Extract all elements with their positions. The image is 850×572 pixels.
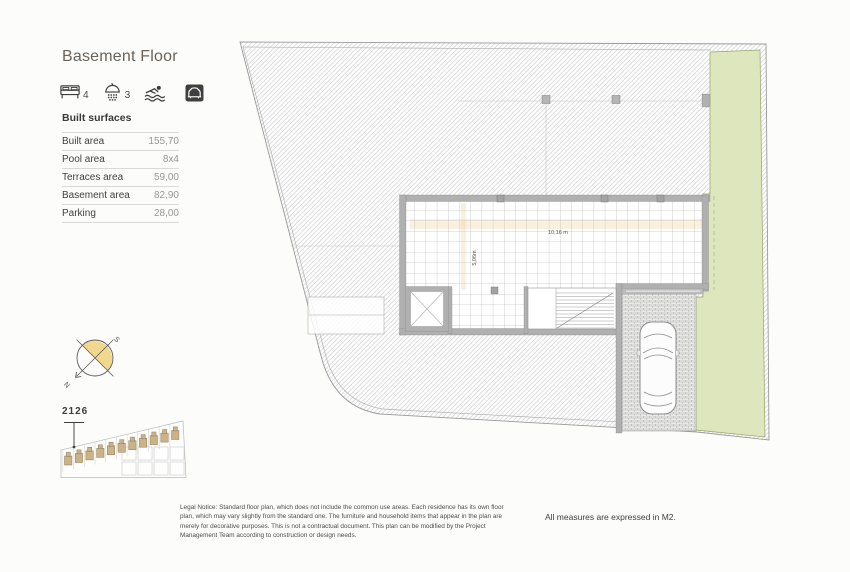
- compass-south-label: S: [112, 335, 121, 345]
- row-label: Basement area: [62, 190, 130, 201]
- exterior-terrace: [308, 297, 384, 334]
- row-label: Pool area: [62, 154, 105, 165]
- bed-icon: [60, 84, 80, 106]
- garage-door: [622, 289, 703, 295]
- row-value: 59,00: [153, 172, 179, 183]
- table-row: [62, 168, 179, 186]
- legal-notice: Legal Notice: Standard floor plan, which does not include the common use areas. Each residence has its own floor plan, which may vary slightly from the standard one. The furniture and household items that appear in the plan are merely for decorative purposes. This is not a contractual document. This plan can be modified by the Project Management Team according to construction or design needs.: [180, 504, 504, 540]
- dimension-width-label: 10,16 m: [548, 230, 568, 236]
- pool-swimmer-icon: [144, 84, 165, 107]
- site-plan: [50, 400, 198, 488]
- row-value: 28,00: [153, 208, 179, 219]
- built-surfaces-heading: Built surfaces: [62, 112, 132, 124]
- row-value: 8x4: [162, 154, 179, 165]
- row-value: 155,70: [148, 136, 179, 147]
- floor-accent-strip: [461, 203, 466, 290]
- compass-north-label: N: [62, 381, 71, 390]
- row-label: Parking: [62, 208, 96, 219]
- row-label: Built area: [62, 136, 105, 147]
- dimension-depth-label: 5,06m: [472, 250, 478, 266]
- table-row: [62, 186, 179, 204]
- amenities-row: [60, 84, 204, 106]
- car: [637, 322, 679, 414]
- measures-note: All measures are expressed in M2.: [545, 512, 676, 522]
- row-label: Terraces area: [62, 172, 124, 183]
- table-row: [62, 150, 179, 168]
- table-row: [62, 132, 179, 150]
- bedroom-count: 4: [83, 89, 89, 101]
- unit-leader-line: [64, 423, 84, 447]
- elevator: [406, 287, 449, 332]
- floor-plan: [230, 28, 785, 473]
- bathroom-count: 3: [124, 89, 131, 101]
- floor-accent-band: [410, 219, 702, 229]
- garden-gate-stub: [702, 94, 710, 107]
- table-row: [62, 204, 179, 223]
- boundary-post: [612, 96, 620, 104]
- garage-icon: [185, 84, 204, 107]
- shower-icon: [103, 83, 122, 107]
- boundary-post: [542, 96, 550, 104]
- car-mirror: [637, 350, 641, 356]
- row-value: 82,90: [153, 190, 179, 201]
- built-surfaces-table: [62, 132, 179, 223]
- car-mirror: [676, 350, 680, 356]
- unit-number-label: 2126: [62, 406, 89, 417]
- staircase: [528, 288, 616, 329]
- unit-leader-dot: [73, 446, 76, 449]
- compass: [52, 322, 142, 397]
- page-title: Basement Floor: [62, 48, 178, 65]
